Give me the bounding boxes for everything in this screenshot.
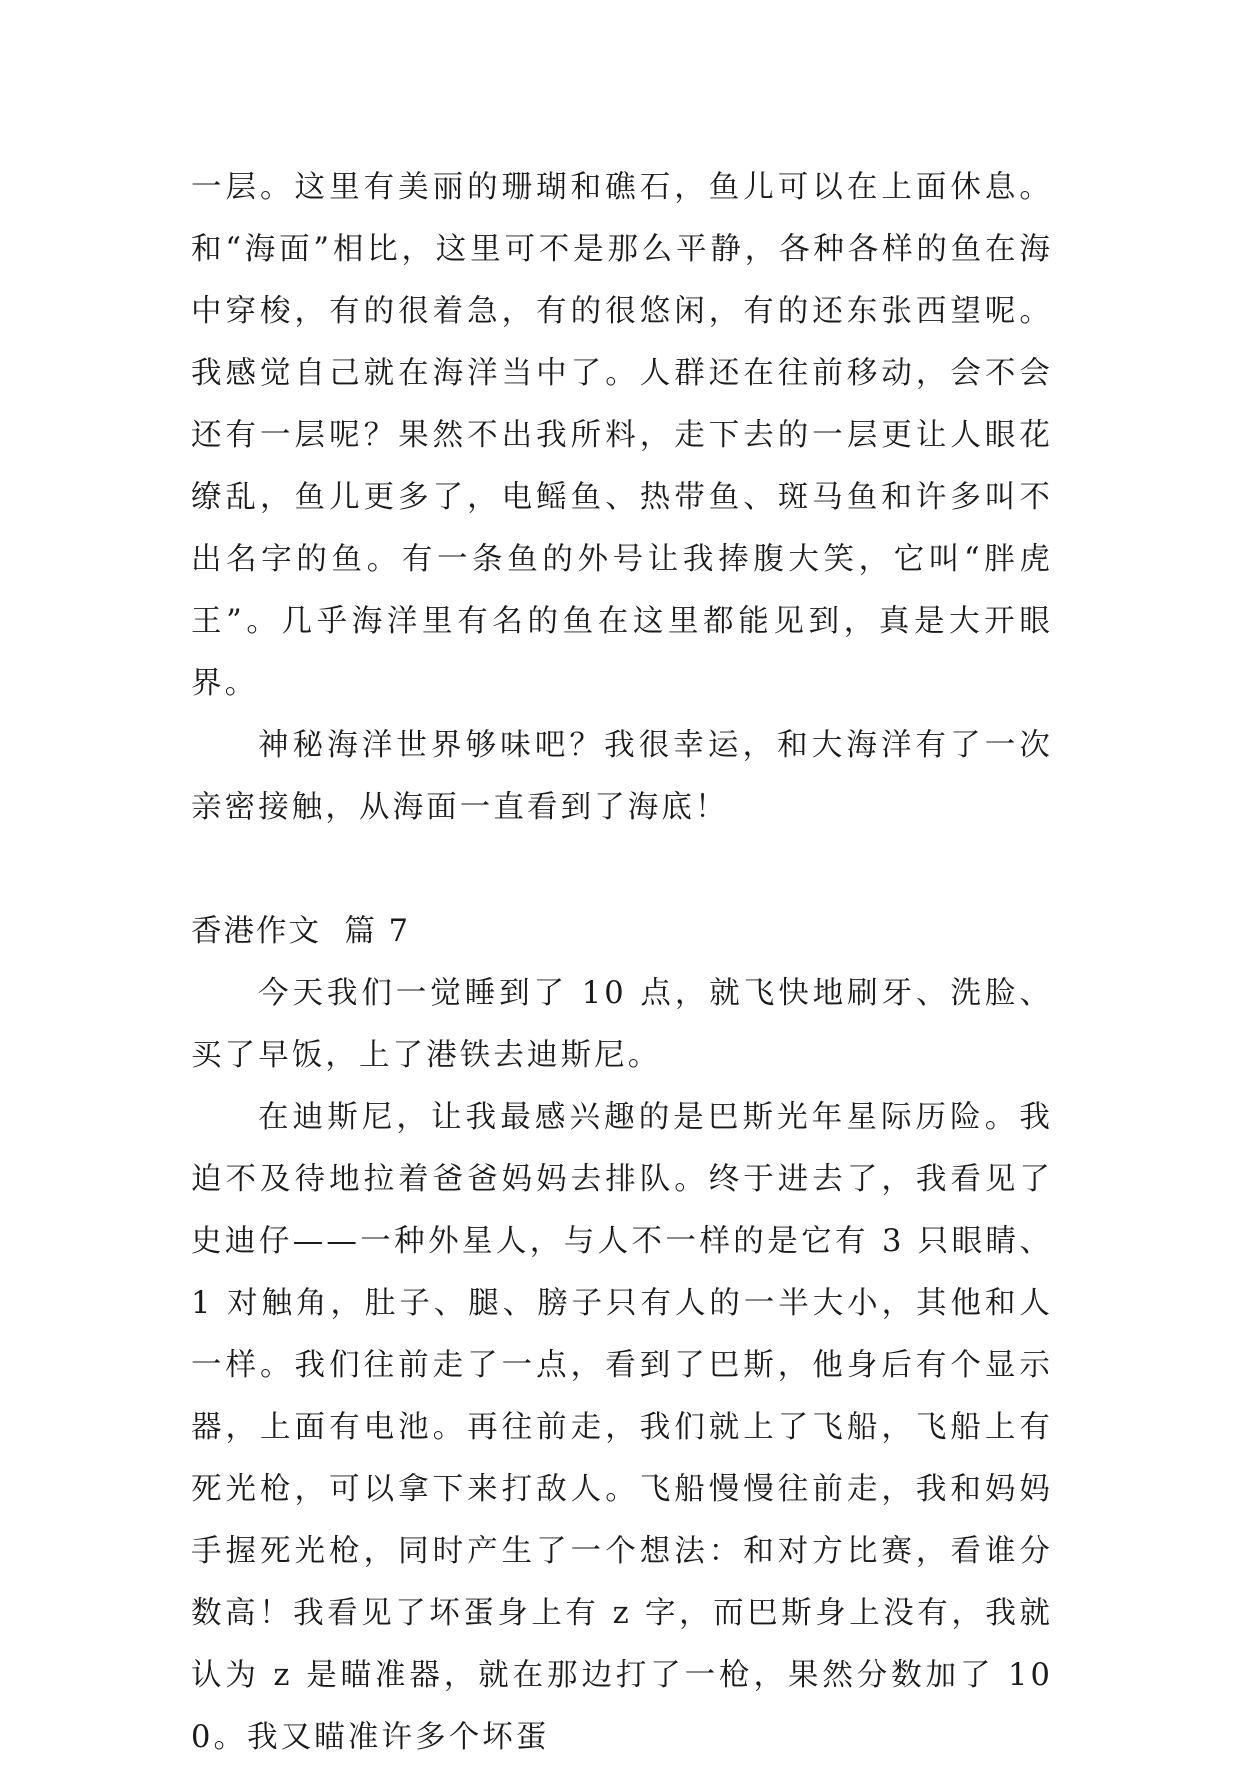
section-spacer <box>191 839 1053 901</box>
document-body <box>191 157 1053 1769</box>
paragraph-ocean-conclusion: 神秘海洋世界够味吧？我很幸运，和大海洋有了一次亲密接触，从海面一直看到了海底！ <box>191 728 1053 825</box>
paragraph-disney-ride: 在迪斯尼，让我最感兴趣的是巴斯光年星际历险。我迫不及待地拉着爸爸妈妈去排队。终于进去了，我看见了史迪仔——一种外星人，与人不一样的是它有 3 只眼睛、1 对触角，肚子、腿、膀子只有人的一半大小，其他和人一样。我们往前走了一点，看到了巴斯，他身后有个显示器，上面有电池。再往前走，我们就上了飞船，飞船上有死光枪，可以拿下来打敌人。飞船慢慢往前走，我和妈妈手握死光枪，同时产生了一个想法：和对方比赛，看谁分数高！我看见了坏蛋身上有 z 字，而巴斯身上没有，我就认为 z 是瞄准器，就在那边打了一枪，果然分数加了 100。我又瞄准许多个坏蛋 <box>191 1100 1053 1755</box>
paragraph-ocean-deep-layer: 一层。这里有美丽的珊瑚和礁石，鱼儿可以在上面休息。和“海面”相比，这里可不是那么平静，各种各样的鱼在海中穿梭，有的很着急，有的很悠闲，有的还东张西望呢。我感觉自己就在海洋当中了。人群还在往前移动，会不会还有一层呢？果然不出我所料，走下去的一层更让人眼花缭乱，鱼儿更多了，电鳐鱼、热带鱼、斑马鱼和许多叫不出名字的鱼。有一条鱼的外号让我捧腹大笑，它叫“胖虎王”。几乎海洋里有名的鱼在这里都能见到，真是大开眼界。 <box>191 170 1053 701</box>
section-heading: 香港作文 篇 7 <box>191 914 410 949</box>
paragraph-morning: 今天我们一觉睡到了 10 点，就飞快地刷牙、洗脸、买了早饭，上了港铁去迪斯尼。 <box>191 976 1053 1073</box>
